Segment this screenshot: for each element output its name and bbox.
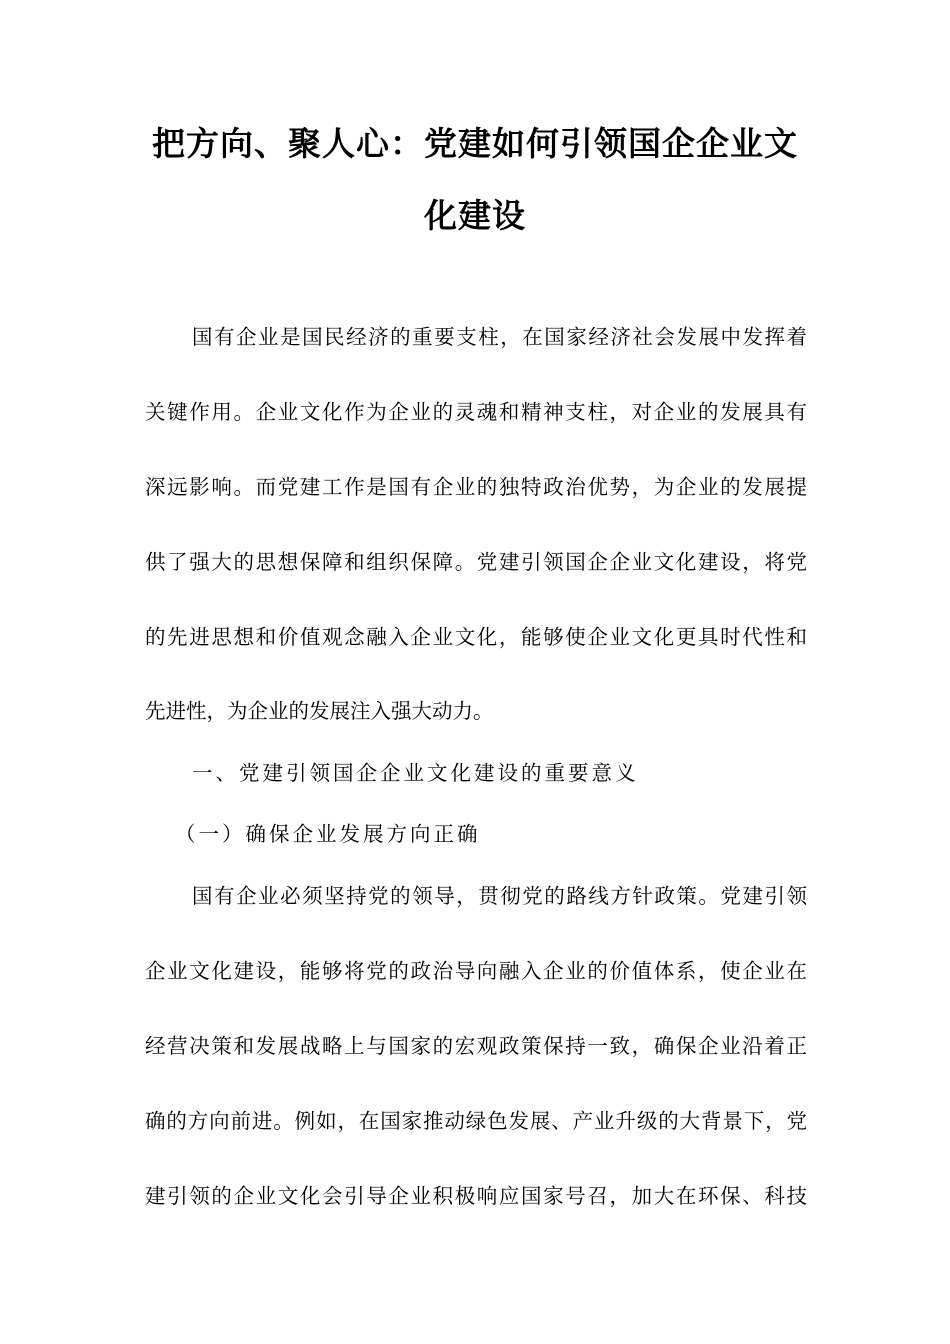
paragraph-1-line-6: 先进性，为企业的发展注入强大动力。 <box>145 699 494 723</box>
paragraph-1-line-4: 供了强大的思想保障和组织保障。党建引领国企企业文化建设，将党 <box>145 550 807 574</box>
paragraph-2-line-5: 建引领的企业文化会引导企业积极响应国家号召，加大在环保、科技 <box>145 1184 807 1208</box>
paragraph-1-line-3: 深远影响。而党建工作是国有企业的独特政治优势，为企业的发展提 <box>145 475 807 499</box>
paragraph-1-line-5: 的先进思想和价值观念融入企业文化，能够使企业文化更具时代性和 <box>145 625 807 649</box>
document-title-line-2: 化建设 <box>424 196 526 235</box>
paragraph-1-line-2: 关键作用。企业文化作为企业的灵魂和精神支柱，对企业的发展具有 <box>145 400 807 424</box>
paragraph-2-line-4: 确的方向前进。例如，在国家推动绿色发展、产业升级的大背景下，党 <box>145 1109 807 1133</box>
document-title-line-1: 把方向、聚人心：党建如何引领国企企业文 <box>152 124 798 163</box>
subsection-heading-1: （一）确保企业发展方向正确 <box>175 822 481 846</box>
paragraph-2-line-3: 经营决策和发展战略上与国家的宏观政策保持一致，确保企业沿着正 <box>145 1034 807 1058</box>
paragraph-2-line-2: 企业文化建设，能够将党的政治导向融入企业的价值体系，使企业在 <box>145 959 807 983</box>
paragraph-2-line-1: 国有企业必须坚持党的领导，贯彻党的路线方针政策。党建引领 <box>192 884 807 908</box>
paragraph-1-line-1: 国有企业是国民经济的重要支柱，在国家经济社会发展中发挥着 <box>192 325 807 349</box>
section-heading-1: 一、党建引领国企企业文化建设的重要意义 <box>192 761 639 785</box>
